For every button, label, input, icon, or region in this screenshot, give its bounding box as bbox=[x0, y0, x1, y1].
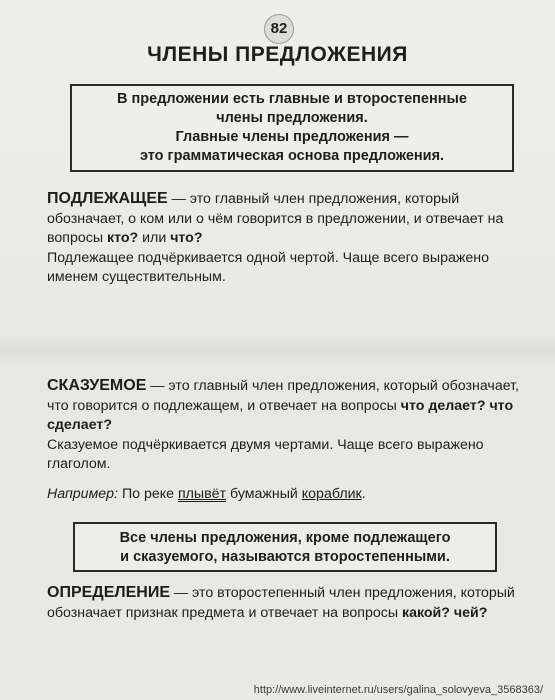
example-text: . bbox=[361, 486, 366, 502]
definition-note: Сказуемое подчёркивается двумя чертами. Чаще всего выражено глаголом. bbox=[47, 436, 484, 472]
question-what: что? bbox=[170, 230, 203, 246]
rule-box-main-members bbox=[70, 84, 514, 172]
rule-line: Все члены предложения, кроме подлежащего bbox=[119, 530, 451, 546]
rule-line: В предложении есть главные и второстепенные bbox=[117, 91, 467, 107]
term-predicate: СКАЗУЕМОЕ bbox=[47, 377, 147, 394]
rule-line: члены предложения. bbox=[216, 110, 368, 126]
definition-text: — это главный член предложения, который обозначает, что говорится о подлежащем, и отвечает на вопросы bbox=[47, 378, 519, 414]
example-label: Например: bbox=[47, 486, 119, 502]
predicate-definition bbox=[47, 376, 527, 475]
term-subject: ПОДЛЕЖАЩЕЕ bbox=[47, 190, 168, 207]
rule-line: Главные члены предложения — bbox=[175, 129, 409, 145]
definition-text: — это второстепенный член предложения, который обозначает признак предмета и отвечает на вопросы bbox=[47, 585, 515, 621]
example-verb: плывёт bbox=[177, 486, 227, 502]
example-sentence bbox=[47, 485, 527, 505]
question-what-does: что делает? что сделает? bbox=[47, 397, 514, 433]
example-noun: кораблик bbox=[301, 486, 362, 502]
subject-definition bbox=[47, 189, 527, 288]
rule-box-secondary-members bbox=[73, 522, 497, 572]
attribute-definition bbox=[47, 583, 527, 623]
footer-url: http://www.liveinternet.ru/users/galina_solovyeva_3568363/ bbox=[253, 684, 543, 696]
question-which: какой? чей? bbox=[401, 604, 488, 621]
question-who: кто? bbox=[106, 230, 139, 246]
conjunction-text: или bbox=[138, 230, 171, 246]
example-text: бумажный bbox=[226, 486, 302, 502]
definition-text: — это главный член предложения, который обозначает, о ком или о чём говорится в предложении, и отвечает на вопросы bbox=[47, 191, 504, 246]
rule-line: это грамматическая основа предложения. bbox=[139, 148, 445, 164]
page-title: ЧЛЕНЫ ПРЕДЛОЖЕНИЯ bbox=[147, 43, 408, 66]
term-attribute: ОПРЕДЕЛЕНИЕ bbox=[47, 584, 170, 601]
example-text: По реке bbox=[118, 486, 178, 502]
page-number: 82 bbox=[264, 14, 294, 44]
rule-line: и сказуемого, называются второстепенными. bbox=[120, 549, 450, 565]
definition-note: Подлежащее подчёркивается одной чертой. Чаще всего выражено именем существительным. bbox=[47, 249, 489, 285]
